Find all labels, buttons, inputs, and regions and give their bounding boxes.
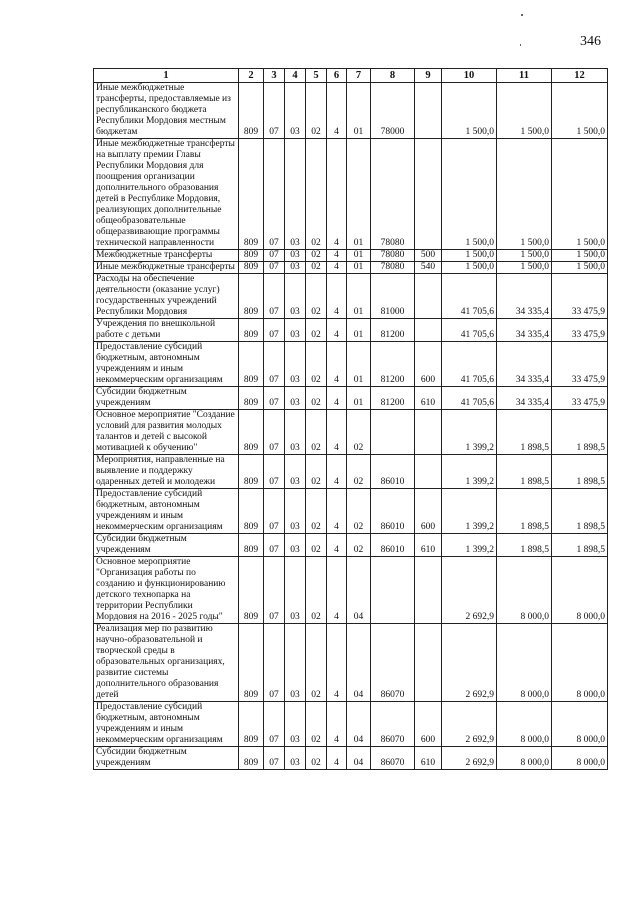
ministry-code: 809 xyxy=(239,455,264,489)
amount-2025: 8 000,0 xyxy=(552,702,608,747)
section-code: 07 xyxy=(264,624,285,702)
expense-type-code xyxy=(415,410,442,455)
column-header-12: 12 xyxy=(552,69,608,83)
expense-name: Иные межбюджетные трансферты на выплату премии Главы Республики Мордовия для поощрения организации дополнительного образования детей в Республике Мордовия, реализующих дополнительные общеобразовательные общеразвивающие программы технической направленности xyxy=(94,139,239,250)
subsection-code: 03 xyxy=(285,250,306,262)
ministry-code: 809 xyxy=(239,557,264,624)
direction-code xyxy=(371,410,415,455)
expense-type-code xyxy=(415,274,442,319)
expense-name: Субсидии бюджетным учреждениям xyxy=(94,387,239,410)
amount-2023: 1 500,0 xyxy=(442,250,497,262)
amount-2025: 33 475,9 xyxy=(552,274,608,319)
table-header-row xyxy=(94,69,608,83)
subsection-code: 03 xyxy=(285,410,306,455)
program-code: 02 xyxy=(306,319,327,342)
amount-2025: 1 500,0 xyxy=(552,250,608,262)
subsection-code: 03 xyxy=(285,342,306,387)
subprogram-code: 4 xyxy=(327,274,347,319)
event-code: 04 xyxy=(347,747,371,770)
amount-2025: 1 898,5 xyxy=(552,489,608,534)
direction-code: 78080 xyxy=(371,250,415,262)
expense-name: Расходы на обеспечение деятельности (оказание услуг) государственных учреждений Республики Мордовия xyxy=(94,274,239,319)
subprogram-code: 4 xyxy=(327,262,347,274)
amount-2024: 1 500,0 xyxy=(497,250,552,262)
section-code: 07 xyxy=(264,410,285,455)
amount-2023: 41 705,6 xyxy=(442,274,497,319)
direction-code: 86010 xyxy=(371,455,415,489)
expense-name: Предоставление субсидий бюджетным, автономным учреждениям и иным некоммерческим организациям xyxy=(94,489,239,534)
column-header-5: 5 xyxy=(306,69,327,83)
table-row xyxy=(94,557,608,624)
event-code: 01 xyxy=(347,83,371,139)
amount-2023: 41 705,6 xyxy=(442,319,497,342)
ministry-code: 809 xyxy=(239,410,264,455)
section-code: 07 xyxy=(264,83,285,139)
amount-2025: 1 898,5 xyxy=(552,455,608,489)
amount-2024: 1 500,0 xyxy=(497,139,552,250)
expense-name: Реализация мер по развитию научно-образовательной и творческой среды в образовательных организациях, развитие системы дополнительного образования детей xyxy=(94,624,239,702)
column-header-11: 11 xyxy=(497,69,552,83)
ministry-code: 809 xyxy=(239,83,264,139)
expense-name: Предоставление субсидий бюджетным, автономным учреждениям и иным некоммерческим организациям xyxy=(94,342,239,387)
subprogram-code: 4 xyxy=(327,342,347,387)
amount-2023: 41 705,6 xyxy=(442,387,497,410)
subprogram-code: 4 xyxy=(327,624,347,702)
ministry-code: 809 xyxy=(239,387,264,410)
subsection-code: 03 xyxy=(285,489,306,534)
table-row xyxy=(94,624,608,702)
event-code: 02 xyxy=(347,534,371,557)
program-code: 02 xyxy=(306,274,327,319)
subsection-code: 03 xyxy=(285,747,306,770)
direction-code: 86070 xyxy=(371,702,415,747)
amount-2023: 2 692,9 xyxy=(442,702,497,747)
table-row xyxy=(94,455,608,489)
amount-2025: 1 500,0 xyxy=(552,139,608,250)
event-code: 04 xyxy=(347,702,371,747)
expense-type-code: 610 xyxy=(415,387,442,410)
table-row xyxy=(94,139,608,250)
program-code: 02 xyxy=(306,747,327,770)
section-code: 07 xyxy=(264,747,285,770)
expense-name: Мероприятия, направленные на выявление и поддержку одаренных детей и молодежи xyxy=(94,455,239,489)
subprogram-code: 4 xyxy=(327,250,347,262)
direction-code xyxy=(371,557,415,624)
amount-2025: 1 500,0 xyxy=(552,83,608,139)
direction-code: 78000 xyxy=(371,83,415,139)
subprogram-code: 4 xyxy=(327,387,347,410)
event-code: 01 xyxy=(347,342,371,387)
expense-name: Основное мероприятие "Создание условий для развития молодых талантов и детей с высокой мотивацией к обучению" xyxy=(94,410,239,455)
table-row xyxy=(94,319,608,342)
section-code: 07 xyxy=(264,455,285,489)
subprogram-code: 4 xyxy=(327,534,347,557)
ministry-code: 809 xyxy=(239,342,264,387)
program-code: 02 xyxy=(306,342,327,387)
subprogram-code: 4 xyxy=(327,410,347,455)
program-code: 02 xyxy=(306,139,327,250)
expense-type-code xyxy=(415,557,442,624)
page-number: 346 xyxy=(580,34,601,49)
amount-2023: 1 500,0 xyxy=(442,83,497,139)
subsection-code: 03 xyxy=(285,139,306,250)
program-code: 02 xyxy=(306,250,327,262)
event-code: 01 xyxy=(347,139,371,250)
amount-2025: 1 898,5 xyxy=(552,410,608,455)
amount-2024: 1 898,5 xyxy=(497,534,552,557)
column-header-1: 1 xyxy=(94,69,239,83)
program-code: 02 xyxy=(306,489,327,534)
table-row xyxy=(94,262,608,274)
program-code: 02 xyxy=(306,557,327,624)
amount-2023: 1 399,2 xyxy=(442,489,497,534)
program-code: 02 xyxy=(306,387,327,410)
expense-name: Основное мероприятие "Организация работы по созданию и функционированию детского технопарка на территории Республики Мордовия на 2016 - 2025 годы" xyxy=(94,557,239,624)
amount-2023: 2 692,9 xyxy=(442,747,497,770)
expense-type-code xyxy=(415,455,442,489)
amount-2025: 33 475,9 xyxy=(552,319,608,342)
ministry-code: 809 xyxy=(239,274,264,319)
subprogram-code: 4 xyxy=(327,139,347,250)
expense-type-code xyxy=(415,139,442,250)
expense-type-code xyxy=(415,624,442,702)
amount-2025: 1 500,0 xyxy=(552,262,608,274)
ministry-code: 809 xyxy=(239,534,264,557)
expense-name: Предоставление субсидий бюджетным, автономным учреждениям и иным некоммерческим организациям xyxy=(94,702,239,747)
section-code: 07 xyxy=(264,489,285,534)
amount-2024: 1 898,5 xyxy=(497,410,552,455)
program-code: 02 xyxy=(306,410,327,455)
table-row xyxy=(94,274,608,319)
expense-type-code: 600 xyxy=(415,702,442,747)
expense-type-code: 500 xyxy=(415,250,442,262)
direction-code: 86070 xyxy=(371,624,415,702)
direction-code: 81200 xyxy=(371,387,415,410)
program-code: 02 xyxy=(306,455,327,489)
direction-code: 81200 xyxy=(371,319,415,342)
expense-type-code: 610 xyxy=(415,747,442,770)
program-code: 02 xyxy=(306,262,327,274)
column-header-10: 10 xyxy=(442,69,497,83)
amount-2023: 1 399,2 xyxy=(442,455,497,489)
column-header-6: 6 xyxy=(327,69,347,83)
amount-2024: 34 335,4 xyxy=(497,319,552,342)
amount-2024: 34 335,4 xyxy=(497,387,552,410)
subsection-code: 03 xyxy=(285,624,306,702)
ministry-code: 809 xyxy=(239,319,264,342)
event-code: 02 xyxy=(347,489,371,534)
subprogram-code: 4 xyxy=(327,489,347,534)
subsection-code: 03 xyxy=(285,387,306,410)
section-code: 07 xyxy=(264,274,285,319)
section-code: 07 xyxy=(264,250,285,262)
expense-name: Межбюджетные трансферты xyxy=(94,250,239,262)
program-code: 02 xyxy=(306,83,327,139)
scan-speck xyxy=(520,44,521,46)
column-header-9: 9 xyxy=(415,69,442,83)
table-row xyxy=(94,702,608,747)
amount-2023: 1 500,0 xyxy=(442,139,497,250)
subsection-code: 03 xyxy=(285,262,306,274)
amount-2024: 8 000,0 xyxy=(497,747,552,770)
event-code: 04 xyxy=(347,624,371,702)
direction-code: 78080 xyxy=(371,139,415,250)
section-code: 07 xyxy=(264,702,285,747)
amount-2024: 1 500,0 xyxy=(497,83,552,139)
section-code: 07 xyxy=(264,139,285,250)
event-code: 01 xyxy=(347,387,371,410)
expense-type-code xyxy=(415,319,442,342)
amount-2023: 1 399,2 xyxy=(442,534,497,557)
expense-type-code: 610 xyxy=(415,534,442,557)
direction-code: 81200 xyxy=(371,342,415,387)
ministry-code: 809 xyxy=(239,624,264,702)
ministry-code: 809 xyxy=(239,139,264,250)
amount-2023: 1 500,0 xyxy=(442,262,497,274)
column-header-7: 7 xyxy=(347,69,371,83)
subprogram-code: 4 xyxy=(327,319,347,342)
subprogram-code: 4 xyxy=(327,557,347,624)
column-header-4: 4 xyxy=(285,69,306,83)
direction-code: 78080 xyxy=(371,262,415,274)
ministry-code: 809 xyxy=(239,747,264,770)
section-code: 07 xyxy=(264,534,285,557)
table-row xyxy=(94,534,608,557)
section-code: 07 xyxy=(264,319,285,342)
section-code: 07 xyxy=(264,557,285,624)
event-code: 01 xyxy=(347,250,371,262)
section-code: 07 xyxy=(264,387,285,410)
table-row xyxy=(94,410,608,455)
subprogram-code: 4 xyxy=(327,747,347,770)
subsection-code: 03 xyxy=(285,557,306,624)
amount-2024: 8 000,0 xyxy=(497,557,552,624)
expense-type-code: 600 xyxy=(415,489,442,534)
amount-2025: 1 898,5 xyxy=(552,534,608,557)
direction-code: 81000 xyxy=(371,274,415,319)
scan-speck xyxy=(521,14,523,16)
subsection-code: 03 xyxy=(285,455,306,489)
column-header-2: 2 xyxy=(239,69,264,83)
amount-2025: 33 475,9 xyxy=(552,387,608,410)
amount-2024: 8 000,0 xyxy=(497,624,552,702)
table-row xyxy=(94,489,608,534)
subprogram-code: 4 xyxy=(327,702,347,747)
amount-2023: 41 705,6 xyxy=(442,342,497,387)
amount-2024: 34 335,4 xyxy=(497,274,552,319)
column-header-8: 8 xyxy=(371,69,415,83)
subsection-code: 03 xyxy=(285,534,306,557)
amount-2025: 8 000,0 xyxy=(552,747,608,770)
column-header-3: 3 xyxy=(264,69,285,83)
direction-code: 86010 xyxy=(371,534,415,557)
subprogram-code: 4 xyxy=(327,455,347,489)
expense-type-code xyxy=(415,83,442,139)
direction-code: 86070 xyxy=(371,747,415,770)
program-code: 02 xyxy=(306,702,327,747)
ministry-code: 809 xyxy=(239,262,264,274)
section-code: 07 xyxy=(264,262,285,274)
amount-2023: 2 692,9 xyxy=(442,624,497,702)
table-row xyxy=(94,747,608,770)
ministry-code: 809 xyxy=(239,250,264,262)
amount-2024: 1 500,0 xyxy=(497,262,552,274)
ministry-code: 809 xyxy=(239,702,264,747)
subsection-code: 03 xyxy=(285,319,306,342)
event-code: 01 xyxy=(347,274,371,319)
direction-code: 86010 xyxy=(371,489,415,534)
table-row xyxy=(94,387,608,410)
program-code: 02 xyxy=(306,624,327,702)
event-code: 01 xyxy=(347,319,371,342)
expense-name: Иные межбюджетные трансферты, предоставляемые из республиканского бюджета Республики Мордовия местным бюджетам xyxy=(94,83,239,139)
event-code: 02 xyxy=(347,455,371,489)
program-code: 02 xyxy=(306,534,327,557)
amount-2024: 8 000,0 xyxy=(497,702,552,747)
amount-2024: 1 898,5 xyxy=(497,489,552,534)
event-code: 01 xyxy=(347,262,371,274)
expense-name: Субсидии бюджетным учреждениям xyxy=(94,534,239,557)
amount-2024: 1 898,5 xyxy=(497,455,552,489)
expense-name: Иные межбюджетные трансферты xyxy=(94,262,239,274)
amount-2025: 8 000,0 xyxy=(552,557,608,624)
subprogram-code: 4 xyxy=(327,83,347,139)
section-code: 07 xyxy=(264,342,285,387)
table-row xyxy=(94,250,608,262)
amount-2024: 34 335,4 xyxy=(497,342,552,387)
budget-table xyxy=(93,68,608,770)
amount-2023: 2 692,9 xyxy=(442,557,497,624)
subsection-code: 03 xyxy=(285,702,306,747)
subsection-code: 03 xyxy=(285,83,306,139)
expense-name: Субсидии бюджетным учреждениям xyxy=(94,747,239,770)
amount-2025: 8 000,0 xyxy=(552,624,608,702)
expense-type-code: 540 xyxy=(415,262,442,274)
table-row xyxy=(94,342,608,387)
table-row xyxy=(94,83,608,139)
amount-2023: 1 399,2 xyxy=(442,410,497,455)
subsection-code: 03 xyxy=(285,274,306,319)
amount-2025: 33 475,9 xyxy=(552,342,608,387)
event-code: 02 xyxy=(347,410,371,455)
expense-type-code: 600 xyxy=(415,342,442,387)
event-code: 04 xyxy=(347,557,371,624)
ministry-code: 809 xyxy=(239,489,264,534)
expense-name: Учреждения по внешкольной работе с детьми xyxy=(94,319,239,342)
